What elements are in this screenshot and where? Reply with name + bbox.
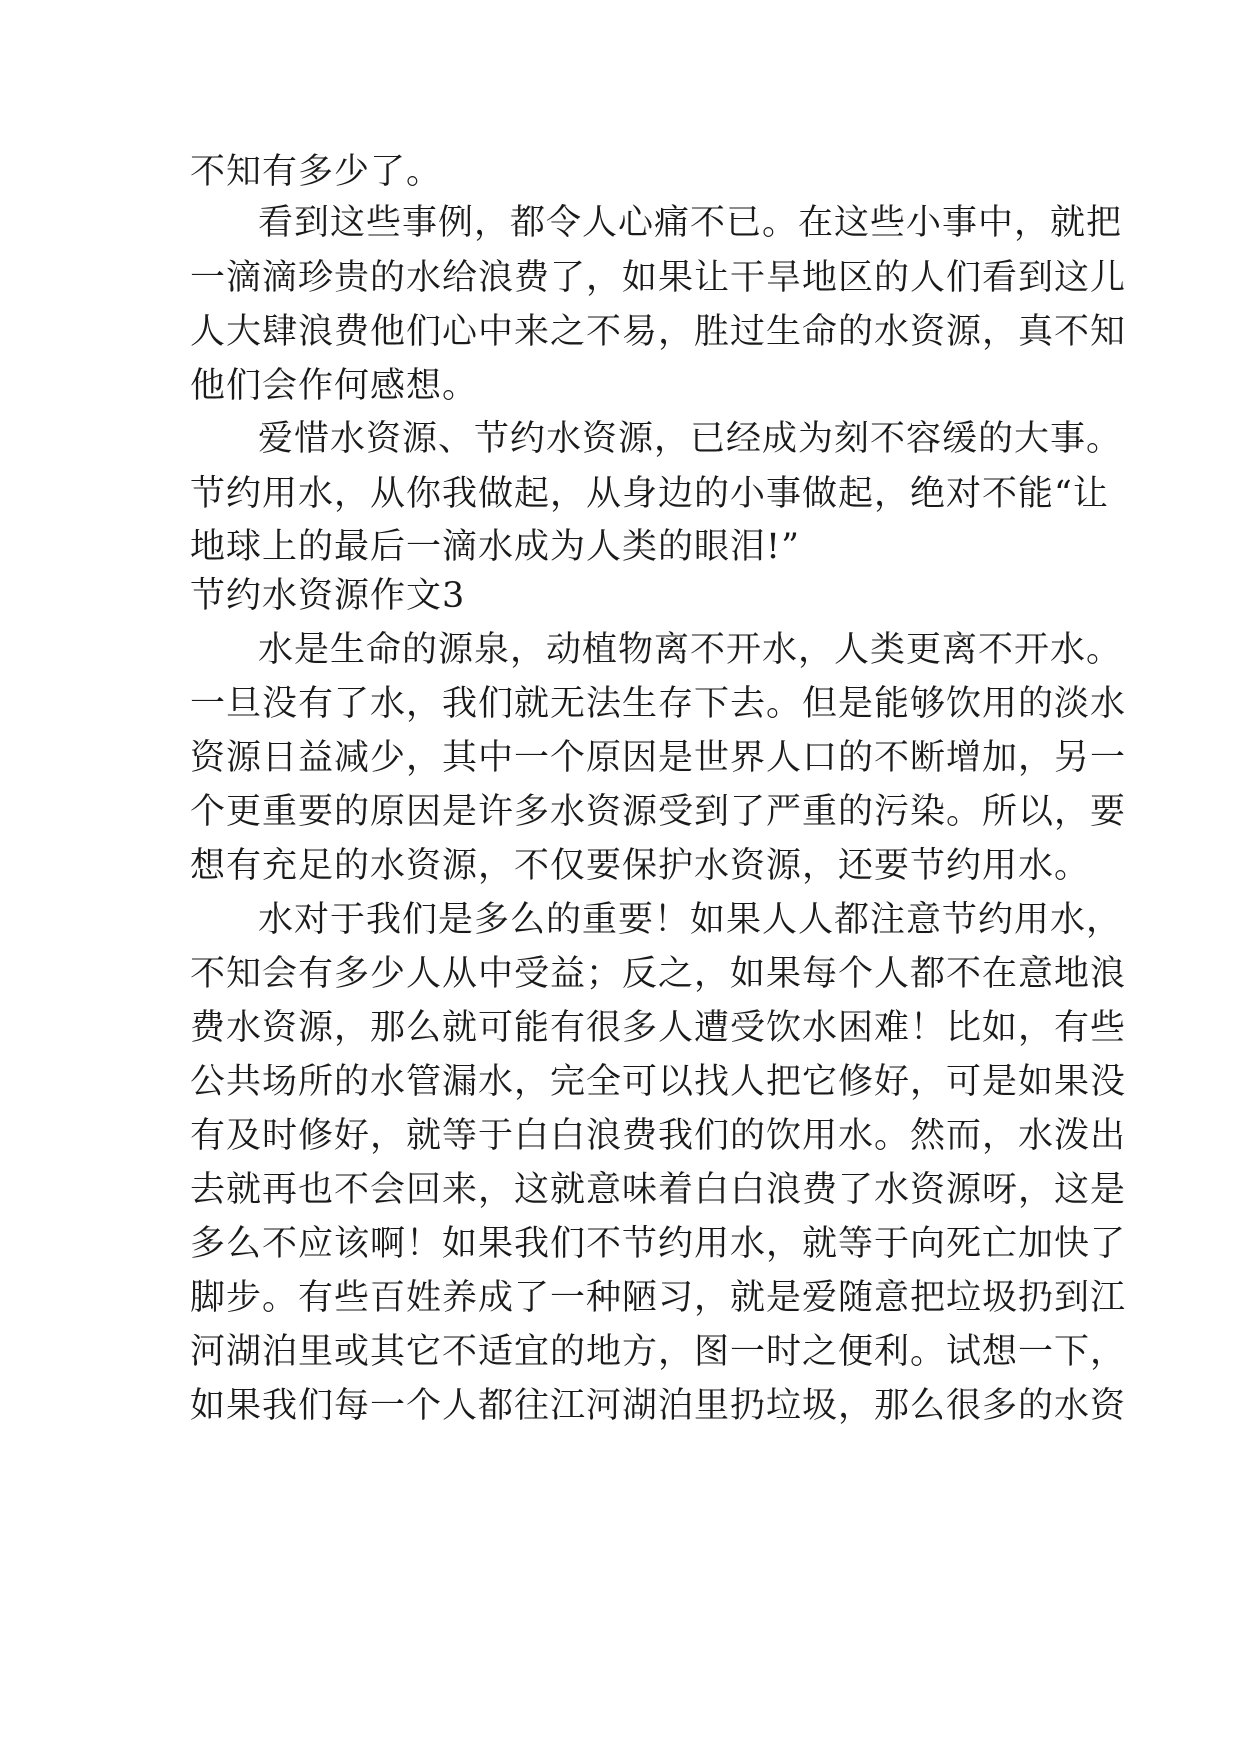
text-line: 地球上的最后一滴水成为人类的眼泪!”: [190, 527, 800, 567]
paragraph-first-line: 看到这些事例，都令人心痛不已。在这些小事中，就把: [258, 203, 1123, 243]
text-line: 河湖泊里或其它不适宜的地方，图一时之便利。试想一下，: [190, 1332, 1127, 1372]
text-line: 他们会作何感想。: [190, 366, 479, 406]
text-line: 一旦没有了水，我们就无法生存下去。但是能够饮用的淡水: [190, 684, 1127, 724]
text-line: 个更重要的原因是许多水资源受到了严重的污染。所以，要: [190, 792, 1127, 832]
text-line: 如果我们每一个人都往江河湖泊里扔垃圾，那么很多的水资: [190, 1386, 1127, 1426]
text-line: 不知会有多少人从中受益；反之，如果每个人都不在意地浪: [190, 954, 1127, 994]
text-line: 一滴滴珍贵的水给浪费了，如果让干旱地区的人们看到这儿: [190, 258, 1127, 298]
text-line: 不知有多少了。: [190, 152, 443, 192]
text-line: 去就再也不会回来，这就意味着白白浪费了水资源呀，这是: [190, 1170, 1127, 1210]
text-line: 节约用水，从你我做起，从身边的小事做起，绝对不能“让: [190, 474, 1109, 514]
section-heading: 节约水资源作文3: [190, 576, 466, 616]
text-line: 想有充足的水资源，不仅要保护水资源，还要节约用水。: [190, 846, 1091, 886]
text-line: 资源日益减少，其中一个原因是世界人口的不断增加，另一: [190, 738, 1127, 778]
paragraph-first-line: 水对于我们是多么的重要！如果人人都注意节约用水，: [258, 900, 1123, 940]
text-line: 人大肆浪费他们心中来之不易，胜过生命的水资源，真不知: [190, 312, 1127, 352]
text-line: 多么不应该啊！如果我们不节约用水，就等于向死亡加快了: [190, 1224, 1127, 1264]
text-line: 有及时修好，就等于白白浪费我们的饮用水。然而，水泼出: [190, 1116, 1127, 1156]
text-line: 公共场所的水管漏水，完全可以找人把它修好，可是如果没: [190, 1062, 1127, 1102]
text-line: 费水资源，那么就可能有很多人遭受饮水困难！比如，有些: [190, 1008, 1127, 1048]
paragraph-first-line: 水是生命的源泉，动植物离不开水，人类更离不开水。: [258, 630, 1123, 670]
paragraph-first-line: 爱惜水资源、节约水资源，已经成为刻不容缓的大事。: [258, 419, 1123, 459]
text-line: 脚步。有些百姓养成了一种陋习，就是爱随意把垃圾扔到江: [190, 1278, 1127, 1318]
